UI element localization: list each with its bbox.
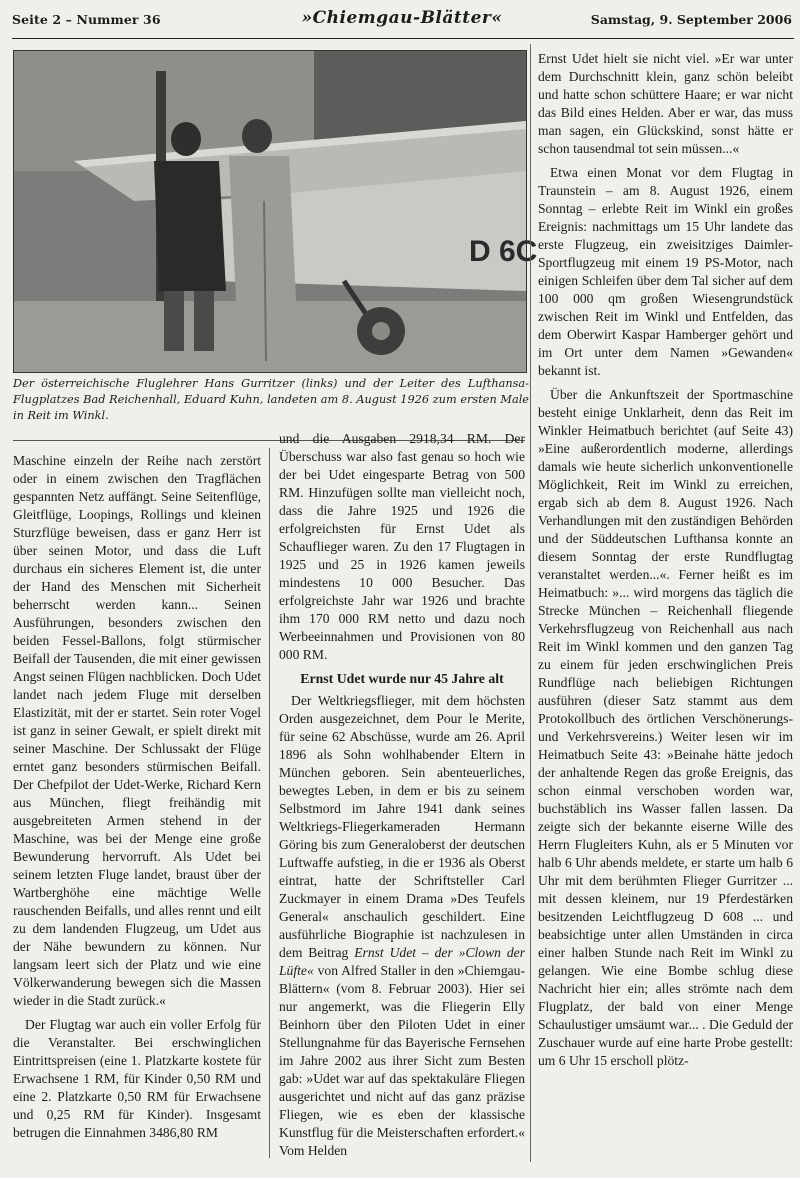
subheading: Ernst Udet wurde nur 45 Jahre alt — [300, 671, 504, 686]
article-column-2 — [279, 430, 525, 1166]
article-column-3 — [538, 50, 793, 1076]
newspaper-title: »Chiemgau-Blätter« — [301, 8, 503, 28]
paragraph-text: Der Weltkriegsflieger, mit dem höchsten Orden ausgezeichnet, dem Pour le Merite, für seine 62 Abschüsse, wurde am 26. April 1896 als Sohn wohlhabender Eltern in München geboren. Sein abenteuerliches, bewegtes Leben, in dem er bis zu seinem Selbstmord im Jahre 1941 dank seines Weltkriegs-Fliegerkameraden Hermann Göring bis zum Generaloberst der deutschen Luftwaffe aufstieg, in die er 1936 als Oberst eintrat, hatte der Schriftsteller Carl Zuckmayer in einem Drama »Des Teufels General« anschaulich geschildert. Eine ausführliche Biographie ist nachzulesen in dem Beitrag — [279, 693, 525, 960]
column-rule — [269, 448, 270, 1158]
photo-caption: Der österreichische Fluglehrer Hans Gurritzer (links) und der Leiter des Lufthansa-Flugplatzes Bad Reichenhall, Eduard Kuhn, landeten am 8. August 1926 zum ersten Male in Reit im Winkl. — [13, 377, 529, 422]
issue-date: Samstag, 9. September 2006 — [590, 12, 792, 27]
article-column-1 — [13, 452, 261, 1148]
header-rule — [12, 38, 794, 39]
paragraph: Maschine einzeln der Reihe nach zerstört oder in einem zwischen den Tragflächen gespannten Netz auffängt. Seine Seitenflüge, Gleitflüge, Loopings, Rollings und kleinen Sturzflüge beweisen, dass er ganz Herr ist über seinen Motor, und dass die Luft durchaus ein sicheres Element ist, die unter der Hand des Menschen mit Sicherheit beherrscht werden kann... Seinen Ausführungen, besonders zwischen den beiden Fessel-Ballons, folgt stürmischer Beifall der Tausenden, die mit einer gewissen Angst seinen Flügen nachblicken. Doch Udet landet nach jedem Fluge mit derselben Elastizität, mit der er startet. Sein roter Vogel ist ganz in seiner Gewalt, er spielt direkt mit seiner Maschine. Der Schlussakt der Flüge erntet ganz besonders stürmischen Beifall. Der Chefpilot der Udet-Werke, Richard Kern aus München, fliegt freihändig mit ausgebreiteten Armen stehend in der Maschine, was bei der Menge eine große Bewunderung hervorruft. Als Udet bei seinem letzten Fluge landet, braust über der Wartberghöhe eine mächtige Welle rauschenden Beifalls, und alles rennt und eilt zu dem landenden Flugzeug, um Udet aus der Nähe bewundern zu können. Nur langsam leert sich der Platz und wie eine Völkerwanderung bewegen sich die Massen wieder in die Stadt zurück.« — [13, 453, 261, 1008]
historic-photo — [13, 50, 538, 373]
paragraph: Etwa einen Monat vor dem Flugtag in Traunstein – am 8. August 1926, einem Sonntag – erlebte Reit im Winkl ein großes Ereignis: nachmittags um 15 Uhr landete das erste Flugzeug, ein zweisitziges Daimler-Sportflugzeug mit einem 19 PS-Motor, nach einigen Schleifen über dem Tal sicher auf dem 100 000 qm großen Wiesengrundstück zwischen Reit im Winkl und Entfelden, das dem Oberwirt Kaspar Hamberger gehört und im Ort unter dem Namen »Gewanden« bekannt ist. — [538, 165, 793, 378]
paragraph: und die Ausgaben 2918,34 RM. Der Überschuss war also fast genau so hoch wie der bei Udet eingesparte Betrag von 500 RM. Hinzufügen sollte man vielleicht noch, dass die Jahre 1925 und 1926 die erfolgreichsten für Ernst Udet als Schauflieger waren. Zu den 17 Flugtagen in 1925 und 25 in 1926 kamen jeweils mindestens 10 000 Besucher. Das erfolgreichste Jahr war 1926 und brachte ihm 170 000 RM netto und dazu noch Werbeeinnahmen und Provisionen von 80 000 RM. — [279, 431, 525, 662]
page-number: Seite 2 – Nummer 36 — [12, 12, 161, 27]
paragraph — [279, 692, 525, 1160]
paragraph-text: von Alfred Staller in den »Chiemgau-Blättern« (vom 8. Februar 2003). Hier sei nur angemerkt, was die Fliegerin Elly Beinhorn über den Piloten Udet in einer Stellungnahme für das Bayerische Fernsehen im Jahre 2002 aus ihrer Sicht zum Besten gab: »Udet war auf das spektakuläre Fliegen ausgerichtet und nicht auf das ganz präzise Fliegen, wie es eben der klassische Kunstflug für die Meisterschaften erfordert.« Vom Helden — [279, 963, 525, 1158]
paragraph: Über die Ankunftszeit der Sportmaschine besteht einige Unklarheit, denn das Reit im Winkler Heimatbuch berichtet (auf Seite 43) »Eine außerordentlich moderne, allerdings damals wie heute sicherlich unkonventionelle Möglichkeit, Reit im Winkl zu erreichen, ergab sich ab dem 8. August 1926. Nach Verhandlungen mit den zuständigen Behörden und der Süddeutschen Lufthansa konnte an diesem Sonntag der erste Rundflugtag veranstaltet werden...«. Ferner heißt es im Heimatbuch: »... wird morgens das täglich die Strecke München – Reichenhall fliegende Verkehrsflugzeug von Reichenhall aus nach Reit im Winkl kommen und den ganzen Tag zu einem für jeden erschwinglichen Preis Rundflüge nach beliebigen Richtungen ausführen (dieser Satz stammt aus dem Protokollbuch des örtlichen Verschönerungs- und Verkehrsvereins.) Weiter lesen wir im Heimatbuch Seite 43: »Beinahe hätte jedoch der anhaltende Regen das große Ereignis, das schon einmal verschoben worden war, buchstäblich ins Wasser fallen lassen. Da zeigte sich der bekannte eiserne Wille des Herrn Flugleiters Kuhn, als er 5 Minuten vor halb 6 Uhr abends meldete, er starte um halb 6 Uhr mit dem berühmten Flieger Gurritzer ... mit dessen kleinem, nur 19 Pferdestärken besitzenden Leichtflugzeug D 608 ... und beabsichtige unter allen Umständen in circa einer halben Stunde nach Reit im Winkl zu gelangen. Wie eine Bombe schlug diese Nachricht hier ein; alles strömte nach dem Flugplatz, der bald von einer Menge Schaulustiger umsäumt war... . Die Geduld der Zuschauer wurde auf eine harte Probe gestellt: um 6 Uhr 15 erscholl plötz- — [538, 387, 793, 1068]
citation-title: Ernst Udet – der »Clown der Lüfte« — [279, 945, 525, 978]
masthead — [12, 8, 792, 34]
paragraph: Ernst Udet hielt sie nicht viel. »Er war unter dem Durchschnitt klein, ganz schön beleibt und hatte schon schüttere Haare; er war nicht das Bild eines Helden. Aber er war, das muss man sagen, ein Glückskind, sonst hätte er schon tausendmal tot sein müssen...« — [538, 51, 793, 156]
paragraph: Der Flugtag war auch ein voller Erfolg für die Veranstalter. Bei erschwinglichen Eintrittspreisen (eine 1. Platzkarte kostete für Erwachsene 1 RM, für Kinder 0,50 RM und eine 2. Platzkarte 0,50 RM für Erwachsene und 0,25 RM für Kinder). Insgesamt betrugen die Einnahmen 3486,80 RM — [13, 1017, 261, 1140]
column-rule — [530, 44, 531, 1162]
plane-registration: D 6C — [469, 235, 538, 268]
photo-illustration — [14, 51, 538, 372]
